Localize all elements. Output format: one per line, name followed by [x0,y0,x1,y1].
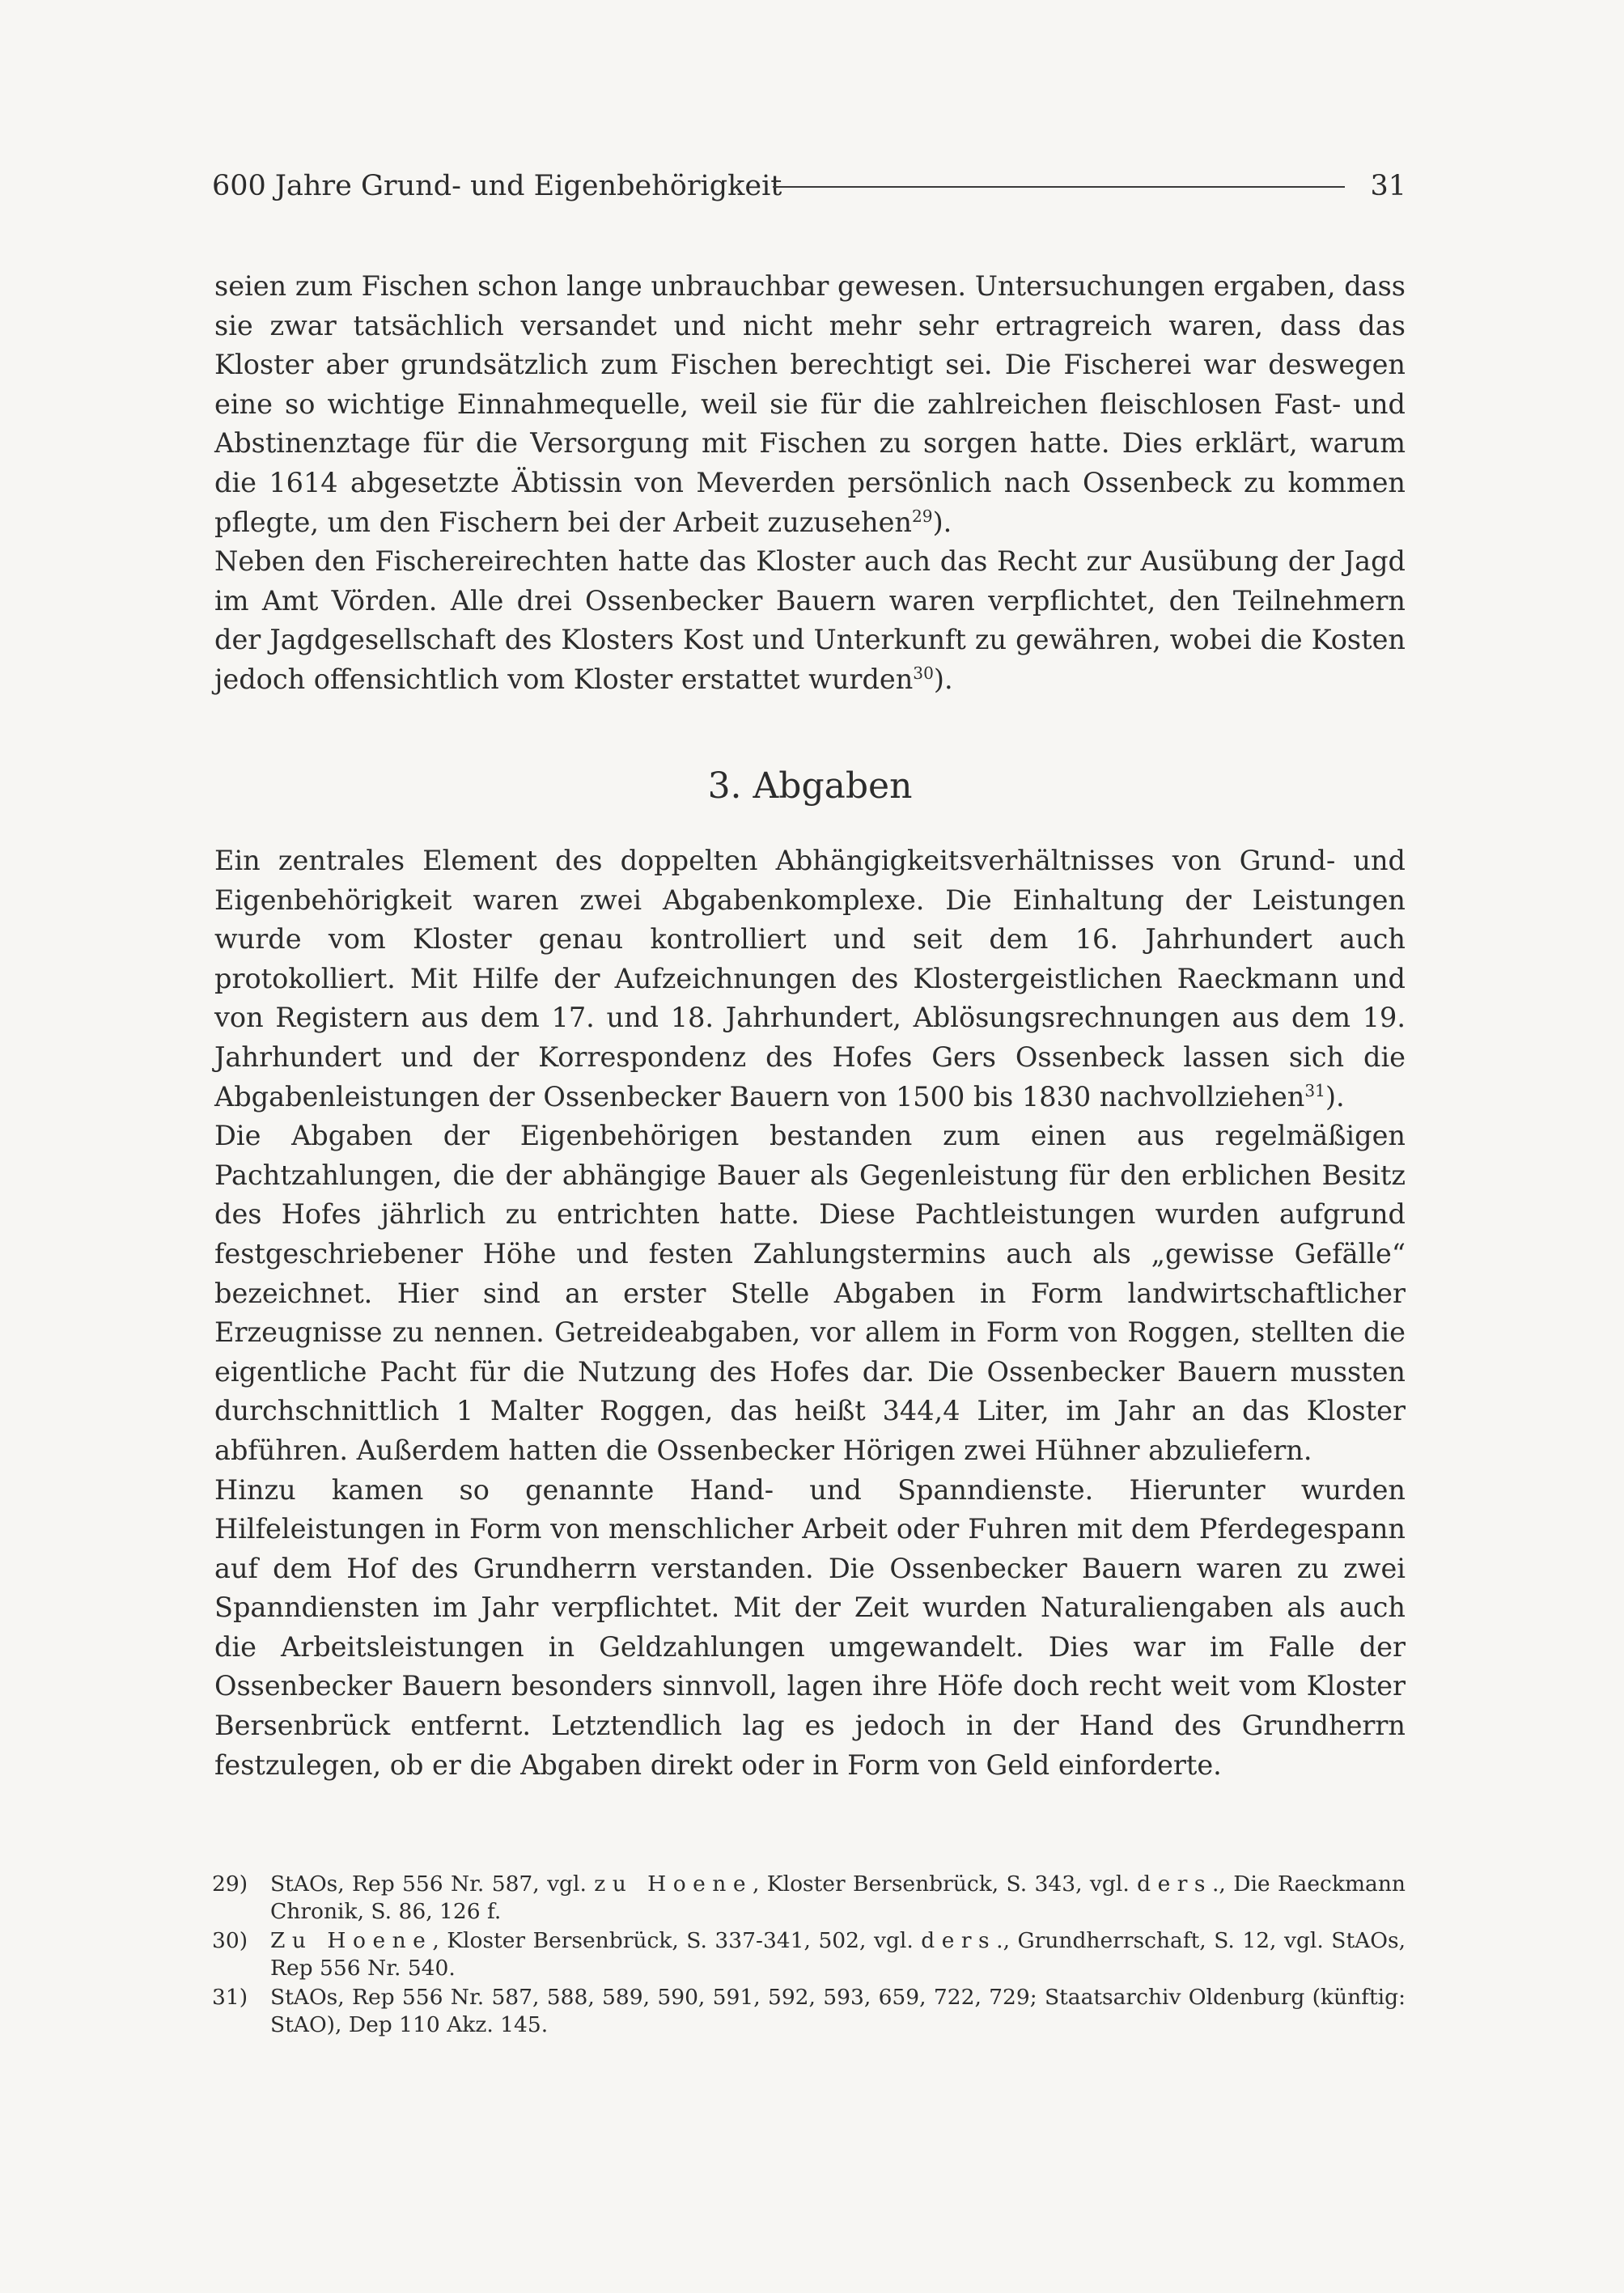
paragraph-tail: ). [933,663,953,695]
footnote-text: ., Grundherrschaft, S. 12, vgl. StAOs, Rep 556 Nr. 540. [270,1928,1406,1981]
footnotes [212,1871,1406,2041]
footnote-text: StAOs, Rep 556 Nr. 587, vgl. [270,1871,595,1897]
paragraph-spanndienste: Hinzu kamen so genannte Hand- und Spanndienste. Hierunter wurden Hilfeleistungen in Form von menschlicher Arbeit oder Fuhren mit dem Pferdegespann auf dem Hof des Grundherrn verstanden. Die Ossenbecker Bauern waren zu zwei Spanndiensten im Jahr verpflichtet. Mit der Zeit wurden Naturaliengaben als auch die Arbeitsleistungen in Geldzahlungen umgewandelt. Dies war im Falle der Ossenbecker Bauern besonders sinnvoll, lagen ihre Höfe doch recht weit vom Kloster Bersenbrück entfernt. Letztendlich lag es jedoch in der Hand des Grundherrn festzulegen, ob er die Abgaben direkt oder in Form von Geld einforderte. [214,1473,1406,1781]
footnote-text: StAOs, Rep 556 Nr. 587, 588, 589, 590, 591, 592, 593, 659, 722, 729; Staatsarchiv Oldenburg (künftig: StAO), Dep 110 Akz. 145. [270,1985,1406,2037]
footnote-ders: ders [921,1928,997,1953]
footnote-31 [212,1984,1406,2039]
footnote-number: 31) [212,1985,248,2010]
page-header [212,166,1406,206]
paragraph-text: Neben den Fischereirechten hatte das Kloster auch das Recht zur Ausübung der Jagd im Amt Vörden. Alle drei Ossenbecker Bauern waren verpflichtet, den Teilnehmern der Jagdgesellschaft des Klosters Kost und Unterkunft zu gewähren, wobei die Kosten jedoch offensichtlich vom Kloster erstattet wurden [214,545,1406,695]
paragraph-pachtzahlungen: Die Abgaben der Eigenbehörigen bestanden zum einen aus regelmäßigen Pachtzahlungen, die der abhängige Bauer als Gegenleistung für den erblichen Besitz des Hofes jährlich zu entrichten hatte. Diese Pachtleistungen wurden aufgrund festgeschriebener Höhe und festen Zahlungstermins auch als „gewisse Gefälle“ bezeichnet. Hier sind an erster Stelle Abgaben in Form landwirtschaftlicher Erzeugnisse zu nennen. Getreideabgaben, vor allem in Form von Roggen, stellten die eigentliche Pacht für die Nutzung des Hofes dar. Die Ossenbecker Bauern mussten durchschnittlich 1 Malter Roggen, das heißt 344,4 Liter, im Jahr an das Kloster abführen. Außerdem hatten die Ossenbecker Hörigen zwei Hühner abzuliefern. [214,1120,1406,1466]
page-number: 31 [1370,170,1406,202]
paragraph-text: seien zum Fischen schon lange unbrauchbar gewesen. Untersuchungen ergaben, dass sie zwar tatsächlich versandet und nicht mehr sehr ertragreich waren, dass das Kloster aber grundsätzlich zum Fischen berechtigt sei. Die Fischerei war deswegen eine so wichtige Einnahmequelle, weil sie für die zahlreichen fleischlosen Fast- und Abstinenztage für die Versorgung mit Fischen zu sorgen hatte. Dies erklärt, warum die 1614 abgesetzte Äbtissin von Meverden persönlich nach Ossenbeck zu kommen pflegte, um den Fischern bei der Arbeit zuzusehen [214,270,1406,538]
body-text-block-2 [214,841,1406,1785]
body-text-block-1 [214,267,1406,700]
paragraph-hunting [214,542,1406,699]
footnote-text: ., Die Raeckmann Chronik, S. 86, 126 f. [270,1871,1406,1924]
footnote-ref-31: 31 [1304,1080,1325,1100]
footnote-text: , Kloster Bersenbrück, S. 337-341, 502, vgl. [432,1928,922,1953]
footnote-number: 30) [212,1928,248,1953]
footnote-author: Zu Hoene [270,1928,433,1953]
paragraph-text: Ein zentrales Element des doppelten Abhängigkeitsverhältnisses von Grund- und Eigenbehörigkeit waren zwei Abgabenkomplexe. Die Einhaltung der Leistungen wurde vom Kloster genau kontrolliert und seit dem 16. Jahrhundert auch protokolliert. Mit Hilfe der Aufzeichnungen des Klostergeistlichen Raeckmann und von Registern aus dem 17. und 18. Jahrhundert, Ablösungsrechnungen aus dem 19. Jahrhundert und der Korrespondenz des Hofes Gers Ossenbeck lassen sich die Abgabenleistungen der Ossenbecker Bauern von 1500 bis 1830 nachvollziehen [214,845,1406,1113]
footnote-30 [212,1927,1406,1982]
footnote-ders: ders [1137,1871,1212,1897]
footnote-29 [212,1871,1406,1926]
running-title: 600 Jahre Grund- und Eigenbehörigkeit [212,170,782,202]
header-rule [773,186,1345,188]
paragraph-tail: ). [932,506,952,538]
paragraph-abgabenkomplexe [214,841,1406,1117]
paragraph-fishing [214,267,1406,542]
footnote-ref-30: 30 [913,663,934,683]
footnote-text: , Kloster Bersenbrück, S. 343, vgl. [753,1871,1138,1897]
footnote-number: 29) [212,1871,248,1897]
footnote-author: zu Hoene [594,1871,753,1897]
section-heading: 3. Abgaben [707,765,913,807]
footnote-ref-29: 29 [912,506,933,526]
paragraph-tail: ). [1325,1080,1345,1113]
